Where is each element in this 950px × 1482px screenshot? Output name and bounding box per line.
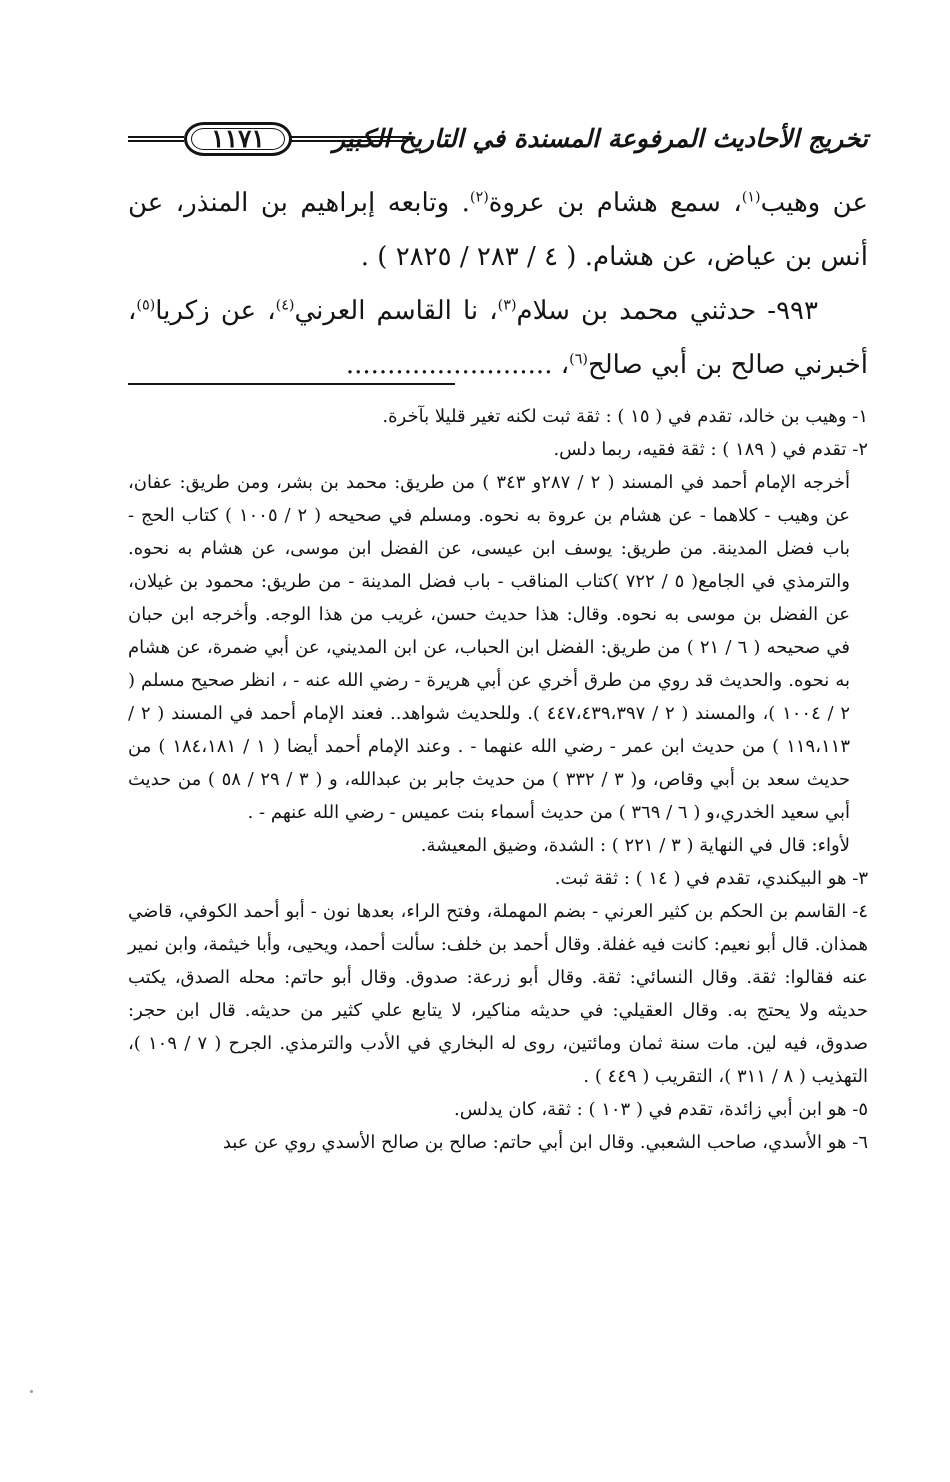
footnote-ref[interactable]: (٦) bbox=[569, 351, 588, 368]
footnote-2-glossary: لأواء: قال في النهاية ( ٣ / ٢٢١ ) : الشدة، وضيق المعيشة. bbox=[420, 835, 850, 856]
hadith-993-paragraph bbox=[128, 284, 868, 392]
footnote-ref[interactable]: (٤) bbox=[275, 297, 295, 314]
footnote-ref[interactable]: (٢) bbox=[469, 189, 489, 206]
main-paragraph-continuation bbox=[128, 176, 868, 284]
running-header-title: تخريج الأحاديث المرفوعة المسندة في التاريخ الكبير bbox=[332, 124, 868, 153]
footnote-6: ٦- هو الأسدي، صاحب الشعبي. وقال ابن أبي حاتم: صالح بن صالح الأسدي روي عن عبد bbox=[222, 1132, 868, 1153]
main-text-segment: ، عن زكريا bbox=[155, 296, 276, 326]
main-text-segment: عن وهيب bbox=[760, 188, 868, 218]
main-text-segment: . وتابعه إبراهيم بن المنذر، عن أنس بن عياض، عن هشام. ( ٤ / ٢٨٣ / ٢٨٢٥ ) . bbox=[128, 188, 868, 272]
main-text-segment: ، أخبرني صالح بن أبي صالح bbox=[128, 296, 868, 380]
footnote-5: ٥- هو ابن أبي زائدة، تقدم في ( ١٠٣ ) : ثقة، كان يدلس. bbox=[454, 1099, 868, 1120]
main-text-segment: ٩٩٣- حدثني محمد بن سلام bbox=[516, 296, 818, 326]
scan-speck bbox=[30, 1390, 33, 1393]
main-text-segment: ، نا القاسم العرني bbox=[294, 296, 498, 326]
main-text-segment: ، ......................... bbox=[345, 350, 570, 380]
footnote-ref[interactable]: (١) bbox=[741, 189, 761, 206]
footnote-2-takhrij: أخرجه الإمام أحمد في المسند ( ٢ / ٢٨٧و ٣٤٣ ) من طريق: محمد بن بشر، ومن طريق: عفان، عن وهيب - كلاهما - عن هشام بن عروة به نحوه. ومسلم في صحيحه ( ٢ / ١٠٠٥ ) كتاب الحج - باب فضل المدينة. من طريق: يوسف ابن عيسى، عن الفضل ابن موسى، عن هشام به نحوه. والترمذي في الجامع( ٥ / ٧٢٢ )كتاب المناقب - باب فضل المدينة - من طريق: محمود بن غيلان، عن الفضل بن موسى به نحوه. وقال: هذا حديث حسن، غريب من هذا الوجه. وأخرجه ابن حبان في صحيحه ( ٦ / ٢١ ) من طريق: الفضل ابن الحباب، عن ابن المديني، عن أبي ضمرة، عن هشام به نحوه. والحديث قد روي من طرق أخري عن أبي هريرة - رضي الله عنه - ، انظر صحيح مسلم ( ٢ / ١٠٠٤ )، والمسند ( ٢ / ٤٤٧،٤٣٩،٣٩٧ ). وللحديث شواهد.. فعند الإمام أحمد في المسند ( ٢ / ١١٩،١١٣ ) من حديث ابن عمر - رضي الله عنهما - . وعند الإمام أحمد أيضا ( ١ / ١٨٤،١٨١ ) من حديث سعد بن أبي وقاص، و( ٣ / ٣٣٢ ) من حديث جابر بن عبدالله، و ( ٣ / ٢٩ / ٥٨ ) من حديث أبي سعيد الخدري،و ( ٦ / ٣٦٩ ) من حديث أسماء بنت عميس - رضي الله عنهم - . bbox=[128, 472, 851, 823]
main-text-segment: ، سمع هشام بن عروة bbox=[488, 188, 742, 218]
footnote-3: ٣- هو البيكندي، تقدم في ( ١٤ ) : ثقة ثبت. bbox=[554, 868, 868, 889]
running-header bbox=[128, 112, 868, 166]
footnote-2: ٢- تقدم في ( ١٨٩ ) : ثقة فقيه، ربما دلس. bbox=[553, 439, 868, 460]
footnote-4: ٤- القاسم بن الحكم بن كثير العرني - بضم المهملة، وفتح الراء، بعدها نون - أبو أحمد الكوفي، قاضي همذان. قال أبو نعيم: كانت فيه غفلة. وقال أحمد بن خلف: سألت أحمد، ويحيى، وأبا خيثمة، وابن نمير عنه فقالوا: ثقة. وقال النسائي: ثقة. وقال أبو زرعة: صدوق. وقال أبو حاتم: محله الصدق، يكتب حديثه ولا يحتج به. وقال العقيلي: في حديثه مناكير، لا يتابع علي كثير من حديثه. قال ابن حجر: صدوق، فيه لين. مات سنة ثمان ومائتين، روى له البخاري في الأدب والترمذي. الجرح ( ٧ / ١٠٩ )، التهذيب ( ٨ / ٣١١ )، التقريب ( ٤٤٩ ) . bbox=[128, 901, 868, 1087]
footnotes bbox=[128, 400, 868, 1159]
footnote-ref[interactable]: (٥) bbox=[136, 297, 156, 314]
footnote-1: ١- وهيب بن خالد، تقدم في ( ١٥ ) : ثقة ثبت لكنه تغير قليلا بآخرة. bbox=[382, 406, 868, 427]
header-rule-left bbox=[128, 136, 184, 142]
page-number-frame bbox=[184, 122, 292, 156]
main-text bbox=[128, 176, 868, 392]
footnote-separator bbox=[128, 383, 455, 385]
page-number: ١١٧١ bbox=[211, 124, 265, 153]
header-rule-right bbox=[290, 136, 408, 142]
footnote-ref[interactable]: (٣) bbox=[497, 297, 517, 314]
